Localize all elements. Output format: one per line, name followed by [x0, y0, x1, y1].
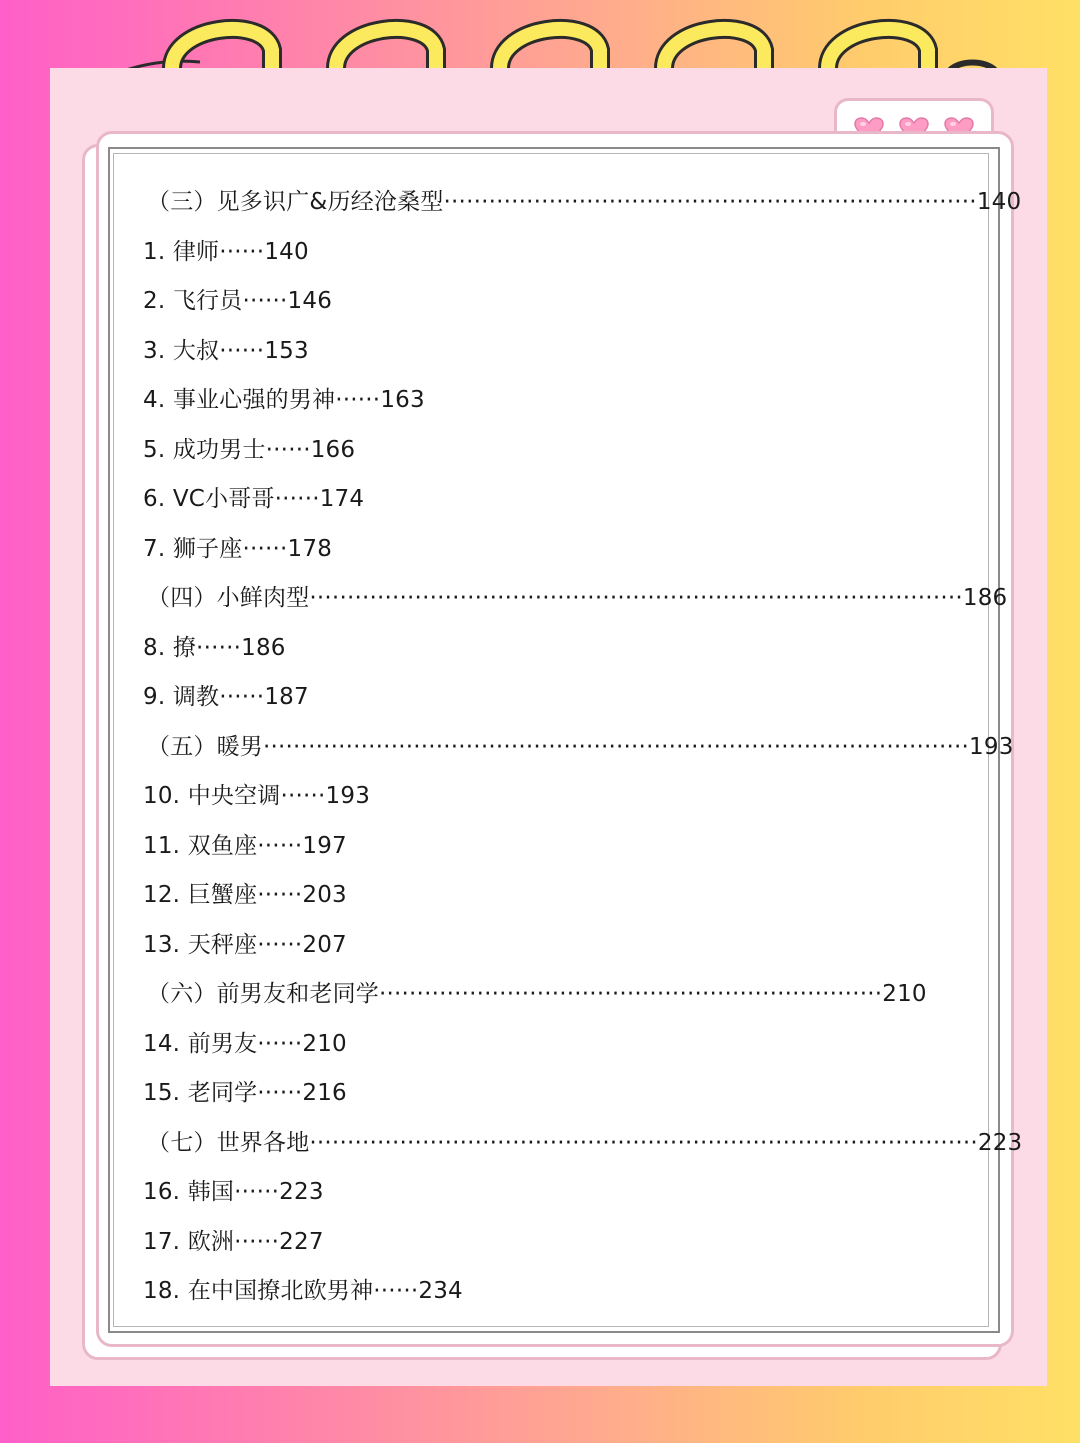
toc-item: 17. 欧洲······227 — [143, 1228, 324, 1255]
toc-item: 4. 事业心强的男神······163 — [143, 387, 425, 413]
toc-section: （五）暖男······························································································193 — [147, 733, 1014, 760]
toc-item: 16. 韩国······223 — [143, 1179, 324, 1205]
toc-item: 10. 中央空调······193 — [143, 783, 371, 809]
toc-item: 13. 天秤座······207 — [143, 931, 347, 958]
binder-ring-icon — [172, 29, 272, 70]
binder-ring-icon — [664, 29, 764, 70]
toc-item: 5. 成功男士······166 — [143, 436, 356, 463]
toc-item: 2. 飞行员······146 — [143, 288, 333, 314]
toc-section: （七）世界各地·························································································223 — [147, 1129, 1023, 1156]
table-of-contents — [143, 178, 1023, 1317]
toc-item: 14. 前男友······210 — [143, 1030, 347, 1057]
toc-item: 7. 狮子座······178 — [143, 535, 333, 562]
toc-section: （六）前男友和老同学···································································210 — [147, 981, 927, 1007]
toc-item: 12. 巨蟹座······203 — [143, 882, 347, 908]
toc-section: （三）见多识广&历经沧桑型·······································································140 — [147, 189, 1022, 215]
toc-item: 15. 老同学······216 — [143, 1080, 347, 1106]
binder-ring-icon — [336, 29, 436, 70]
binder-ring-icon — [500, 29, 600, 70]
toc-item: 3. 大叔······153 — [143, 337, 309, 364]
toc-item: 8. 撩······186 — [143, 634, 286, 661]
binder-ring-icon — [828, 29, 928, 70]
toc-item: 1. 律师······140 — [143, 238, 309, 265]
toc-item: 11. 双鱼座······197 — [143, 832, 347, 859]
toc-item: 6. VC小哥哥······174 — [143, 486, 365, 512]
toc-item: 9. 调教······187 — [143, 684, 309, 710]
toc-section: （四）小鲜肉型·······················································································186 — [147, 585, 1008, 611]
toc-item: 18. 在中国撩北欧男神······234 — [143, 1278, 463, 1304]
